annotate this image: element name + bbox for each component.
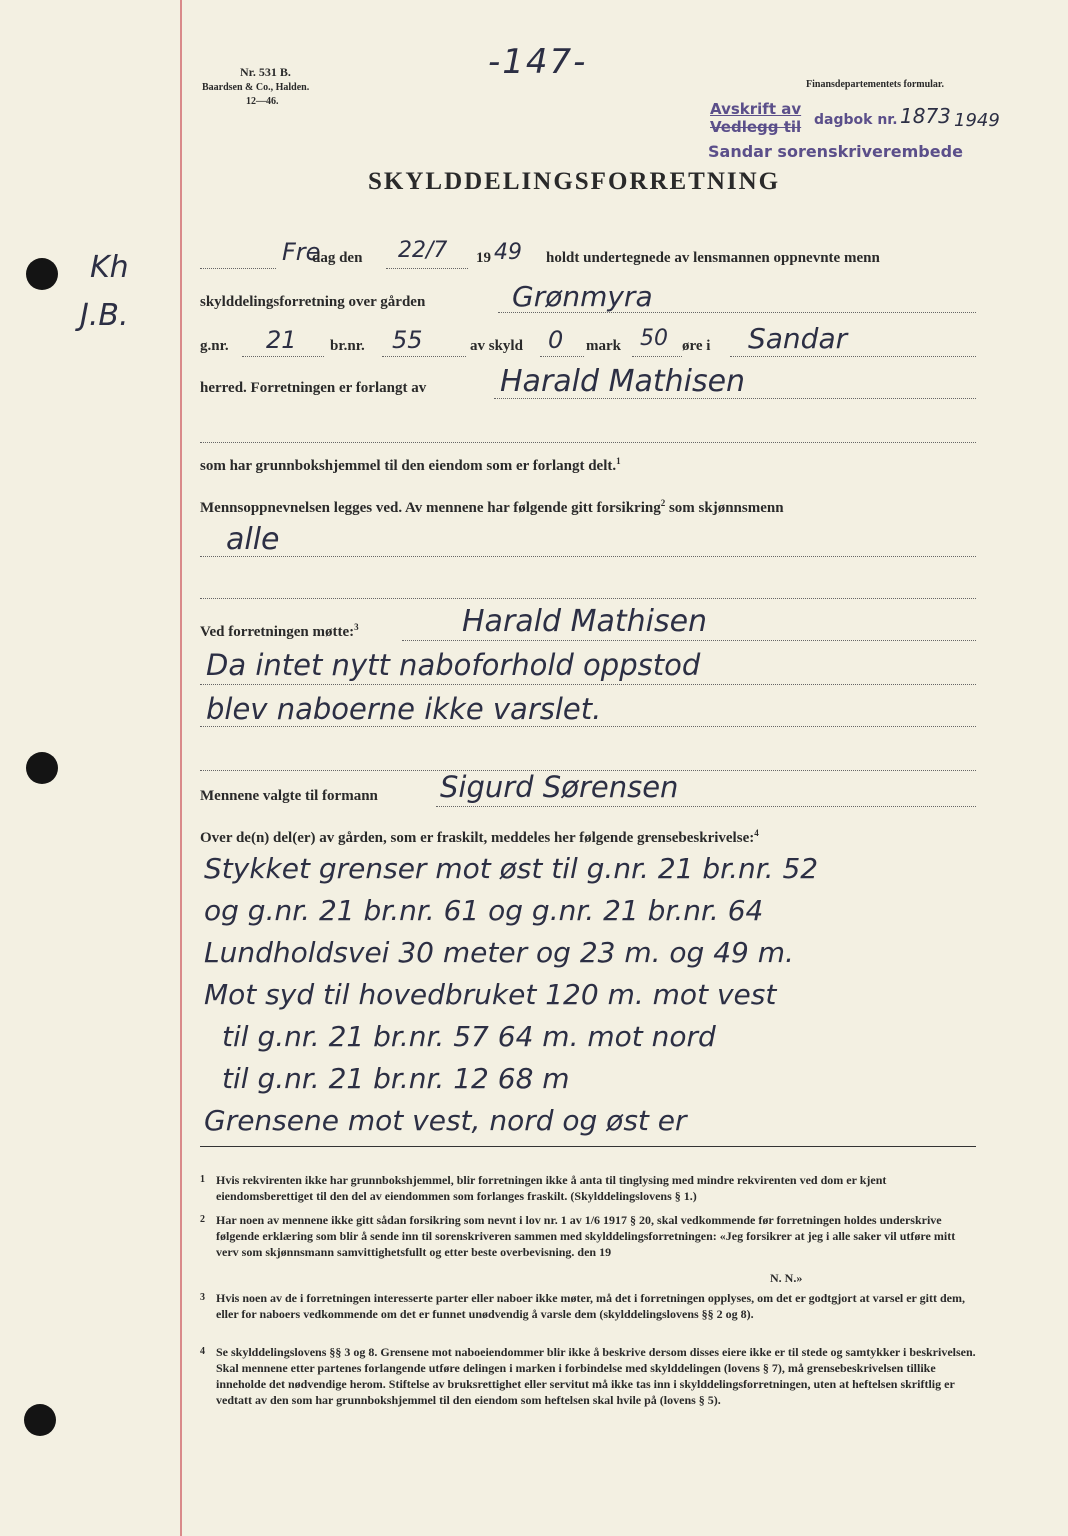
stamp-dagbok-label: dagbok nr.	[814, 112, 898, 128]
hjemmel-text: som har grunnbokshjemmel til den eiendom som er forlangt delt.$^1$	[200, 456, 621, 474]
print-date: 12—46.	[246, 96, 279, 107]
boundary-line-5: til g.nr. 21 br.nr. 57 64 m. mot nord	[222, 1020, 716, 1053]
municipality: Sandar	[748, 322, 848, 355]
dotted-line	[386, 268, 468, 269]
assured-value: alle	[226, 522, 280, 557]
boundary-line-3: Lundholdsvei 30 meter og 23 m. og 49 m.	[204, 936, 794, 969]
present-line-2: Da intet nytt naboforhold oppstod	[206, 648, 701, 682]
dotted-line	[242, 356, 324, 357]
present-line-1: Harald Mathisen	[462, 604, 708, 639]
year-prefix: 19	[476, 250, 491, 266]
day-label: dag den	[312, 250, 363, 266]
dotted-line	[540, 356, 584, 357]
footnote-4: 4 Se skylddelingslovens §§ 3 og 8. Grensene mot naboeiendommer blir ikke å beskrive dersom disses eiere ikke er til stede og samtykker i beskrivelsen. Skal mennene etter partenes forlangende utføre delingen i marken i forbindelse med skylddelingen (lovens § 7), må grensebeskrivelsen tillike inneholde det nødvendige herom. Stiftelse av bruksrettighet eller servitut må ikke tas inn i skylddelingsforretningen, uten at heftelsen skriftlig er vedtatt av den som har grunnbokshjemmel til den eiendom som heftelsen skal hvile på (lovens § 5).	[200, 1345, 976, 1407]
punch-hole	[24, 1404, 56, 1436]
dotted-line	[382, 356, 466, 357]
ministry-form-label: Finansdepartementets formular.	[806, 79, 944, 90]
dotted-line	[200, 684, 976, 685]
footnote-2-signature: N. N.»	[770, 1271, 803, 1285]
margin-initials-1: Kh	[90, 250, 129, 285]
chair-name: Sigurd Sørensen	[440, 770, 679, 804]
punch-hole	[26, 258, 58, 290]
punch-hole	[26, 752, 58, 784]
stamp-office: Sandar sorenskriverembede	[708, 142, 963, 161]
footnote-divider	[200, 1146, 976, 1147]
page-number: -147-	[488, 42, 588, 82]
present-label: Ved forretningen møtte:$^3$	[200, 622, 359, 640]
footnote-1: 1 Hvis rekvirenten ikke har grunnbokshjemmel, blir forretningen ikke å anta til tinglysing med mindre rekvirenten ved dom er kjent eiendomsberettiget til den del av eiendommen som forlanges fraskilt. (Skylddelingslovens § 1.)	[200, 1173, 887, 1203]
over-farm-label: skylddelingsforretning over gården	[200, 294, 426, 310]
printer-name: Baardsen & Co., Halden.	[202, 82, 310, 93]
boundary-line-6: til g.nr. 21 br.nr. 12 68 m	[222, 1062, 570, 1095]
footnote-2: 2 Har noen av mennene ikke gitt sådan forsikring som nevnt i lov nr. 1 av 1/6 1917 § 20, skal vedkommende før forretningen holdes underskrive følgende erklæring som blir å sende inn til sorenskriveren sammen med skylddelingsforretningen: «Jeg forsikrer at jeg i alle saker vil utføre mitt verv som skjønnsmann samvittighetsfullt og etter beste overbevisning. den 19	[200, 1213, 956, 1259]
stamp-dagbok-number: 1873	[900, 104, 951, 128]
form-number: Nr. 531 B.	[240, 65, 291, 79]
ore-value: 50	[640, 326, 668, 351]
boundary-label: Over de(n) del(er) av gården, som er fraskilt, meddeles her følgende grensebeskrivelse:$^4$	[200, 828, 759, 846]
boundary-line-2: og g.nr. 21 br.nr. 61 og g.nr. 21 br.nr. 64	[204, 894, 764, 927]
year-value: 49	[494, 240, 522, 265]
margin-rule	[180, 0, 182, 1536]
boundary-line-4: Mot syd til hovedbruket 120 m. mot vest	[204, 978, 777, 1011]
requested-label: herred. Forretningen er forlangt av	[200, 380, 427, 396]
stamp-vedlegg: Vedlegg til	[710, 118, 802, 136]
chair-label: Mennene valgte til formann	[200, 788, 378, 804]
dotted-line	[200, 442, 976, 443]
date-value: 22/7	[398, 238, 448, 263]
stamp-year: 1949	[954, 110, 1000, 131]
gnr-value: 21	[266, 326, 297, 354]
mark-value: 0	[548, 326, 564, 354]
dotted-line	[436, 806, 976, 807]
boundary-line-1: Stykket grenser mot øst til g.nr. 21 br.nr. 52	[204, 852, 819, 885]
dotted-line	[632, 356, 682, 357]
gnr-label: g.nr.	[200, 338, 229, 354]
ore-label: øre i	[682, 338, 711, 354]
stamp-avskrift: Avskrift av	[710, 100, 802, 118]
present-line-3: blev naboerne ikke varslet.	[206, 692, 602, 726]
requester-name: Harald Mathisen	[500, 364, 746, 399]
held-text: holdt undertegnede av lensmannen oppnevnte menn	[546, 250, 880, 266]
farm-name: Grønmyra	[512, 280, 653, 313]
dotted-line	[200, 726, 976, 727]
page-title: SKYLDDELINGSFORRETNING	[368, 168, 781, 195]
dotted-line	[200, 556, 976, 557]
boundary-line-7: Grensene mot vest, nord og øst er	[204, 1104, 687, 1137]
brnr-label: br.nr.	[330, 338, 365, 354]
dotted-line	[402, 640, 976, 641]
skyld-label: av skyld	[470, 338, 523, 354]
margin-initials-2: J.B.	[80, 298, 129, 333]
footnote-3: 3 Hvis noen av de i forretningen interesserte parter eller naboer ikke møter, må det i forretningen opplyses, om det er godtgjort at varsel er gitt dem, eller for naboers vedkommende om det er funnet unødvendig å varsle dem (skylddelingslovens §§ 2 og 8).	[200, 1291, 965, 1321]
brnr-value: 55	[392, 326, 423, 354]
dotted-line	[200, 598, 976, 599]
mark-label: mark	[586, 338, 621, 354]
dotted-line	[200, 268, 276, 269]
dotted-line	[730, 356, 976, 357]
menn-text: Mennsoppnevnelsen legges ved. Av mennene har følgende gitt forsikring$^2$ som skjønnsmenn	[200, 498, 784, 516]
day-value: Fre	[282, 238, 321, 266]
